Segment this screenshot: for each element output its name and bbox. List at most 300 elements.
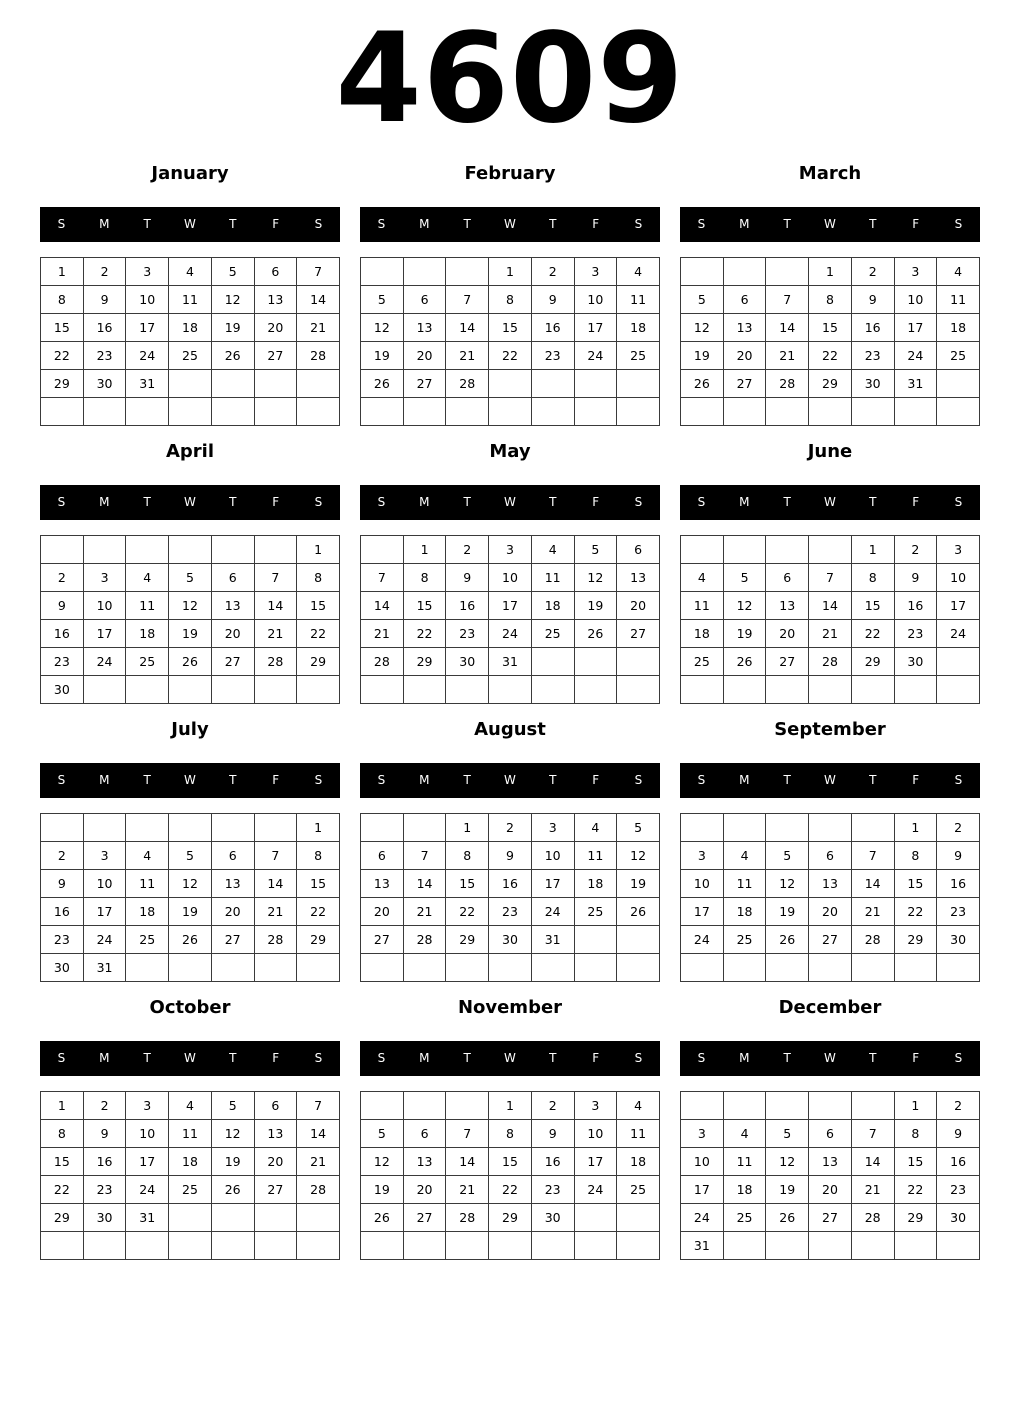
day-cell: 19 (617, 870, 660, 898)
day-cell (361, 258, 404, 286)
month-name: November (457, 997, 563, 1018)
day-cell: 30 (531, 1204, 574, 1232)
day-cell: 4 (723, 842, 766, 870)
day-cell (361, 676, 404, 704)
weekday-header (40, 1041, 340, 1076)
week-row (361, 1176, 660, 1204)
day-cell: 30 (83, 370, 126, 398)
day-cell: 29 (41, 1204, 84, 1232)
day-grid (360, 535, 660, 704)
day-cell (211, 1232, 254, 1260)
day-cell: 19 (766, 898, 809, 926)
day-cell: 2 (83, 1092, 126, 1120)
day-cell (126, 1232, 169, 1260)
day-cell: 23 (446, 620, 489, 648)
week-row (361, 676, 660, 704)
week-row (681, 648, 980, 676)
day-cell: 17 (83, 898, 126, 926)
day-cell (617, 648, 660, 676)
day-cell: 26 (766, 1204, 809, 1232)
day-cell: 10 (489, 564, 532, 592)
weekday-label: T (783, 1051, 791, 1065)
day-cell: 12 (766, 1148, 809, 1176)
day-cell: 27 (254, 1176, 297, 1204)
day-cell: 25 (169, 1176, 212, 1204)
month-name: September (774, 719, 886, 740)
day-cell (169, 954, 212, 982)
day-cell: 16 (489, 870, 532, 898)
day-cell: 24 (531, 898, 574, 926)
day-cell: 22 (894, 898, 937, 926)
weekday-label: M (739, 217, 750, 231)
day-cell: 28 (297, 1176, 340, 1204)
day-cell: 14 (446, 1148, 489, 1176)
day-cell: 25 (169, 342, 212, 370)
day-cell: 31 (126, 370, 169, 398)
day-cell: 4 (126, 842, 169, 870)
day-cell: 29 (894, 926, 937, 954)
day-cell: 5 (361, 1120, 404, 1148)
day-cell: 16 (41, 620, 84, 648)
day-cell: 24 (681, 926, 724, 954)
week-row (361, 814, 660, 842)
weekday-label: S (634, 773, 643, 787)
day-cell: 2 (894, 536, 937, 564)
week-row (681, 398, 980, 426)
day-cell (851, 814, 894, 842)
day-cell: 23 (531, 342, 574, 370)
day-cell: 16 (446, 592, 489, 620)
day-cell: 20 (403, 1176, 446, 1204)
day-cell: 3 (574, 1092, 617, 1120)
day-cell: 25 (617, 1176, 660, 1204)
weekday-label: W (184, 1051, 196, 1065)
day-cell (937, 398, 980, 426)
day-cell: 31 (126, 1204, 169, 1232)
day-cell: 6 (254, 1092, 297, 1120)
day-cell: 20 (809, 1176, 852, 1204)
day-cell: 22 (446, 898, 489, 926)
day-cell (681, 954, 724, 982)
weekday-label: S (377, 217, 386, 231)
day-cell: 8 (41, 1120, 84, 1148)
day-cell: 1 (297, 536, 340, 564)
weekday-header (680, 485, 980, 520)
day-cell: 22 (809, 342, 852, 370)
day-cell: 9 (531, 1120, 574, 1148)
day-cell: 18 (531, 592, 574, 620)
day-cell: 15 (894, 870, 937, 898)
day-cell (531, 1232, 574, 1260)
day-cell (169, 676, 212, 704)
day-cell: 2 (83, 258, 126, 286)
day-cell: 11 (723, 870, 766, 898)
weekday-header (40, 485, 340, 520)
day-cell (809, 536, 852, 564)
day-cell (169, 1232, 212, 1260)
day-cell (617, 370, 660, 398)
day-cell: 17 (574, 314, 617, 342)
week-row (41, 370, 340, 398)
day-cell: 22 (489, 342, 532, 370)
day-cell: 6 (361, 842, 404, 870)
day-cell: 18 (723, 1176, 766, 1204)
day-cell: 29 (809, 370, 852, 398)
day-cell: 22 (297, 620, 340, 648)
day-cell: 4 (574, 814, 617, 842)
day-cell (617, 1204, 660, 1232)
day-cell: 28 (254, 926, 297, 954)
week-row (361, 536, 660, 564)
day-cell: 14 (297, 286, 340, 314)
day-cell (574, 1232, 617, 1260)
day-cell: 31 (489, 648, 532, 676)
day-cell: 12 (169, 592, 212, 620)
day-grid (40, 813, 340, 982)
week-row (41, 342, 340, 370)
day-cell: 31 (681, 1232, 724, 1260)
day-cell: 24 (126, 342, 169, 370)
week-row (41, 842, 340, 870)
day-cell: 26 (211, 1176, 254, 1204)
day-cell: 18 (169, 314, 212, 342)
day-cell: 20 (254, 314, 297, 342)
day-cell (851, 954, 894, 982)
day-cell: 11 (723, 1148, 766, 1176)
week-row (41, 1232, 340, 1260)
day-cell: 7 (851, 842, 894, 870)
weekday-header (680, 1041, 980, 1076)
day-cell: 11 (126, 592, 169, 620)
day-cell: 5 (681, 286, 724, 314)
weekday-label: T (549, 773, 557, 787)
day-cell (403, 814, 446, 842)
day-cell: 30 (83, 1204, 126, 1232)
weekday-label: T (549, 495, 557, 509)
day-cell: 2 (531, 258, 574, 286)
day-cell: 11 (937, 286, 980, 314)
week-row (361, 314, 660, 342)
week-row (681, 370, 980, 398)
day-cell (361, 536, 404, 564)
day-cell (617, 398, 660, 426)
day-cell: 25 (937, 342, 980, 370)
day-cell: 19 (574, 592, 617, 620)
day-cell: 11 (169, 1120, 212, 1148)
day-cell: 12 (361, 1148, 404, 1176)
day-cell: 29 (297, 926, 340, 954)
day-cell: 27 (723, 370, 766, 398)
weekday-label: T (463, 773, 471, 787)
day-cell: 3 (681, 1120, 724, 1148)
day-cell (211, 954, 254, 982)
day-cell: 29 (489, 1204, 532, 1232)
weekday-label: S (57, 1051, 66, 1065)
day-cell: 5 (617, 814, 660, 842)
day-cell (894, 954, 937, 982)
day-cell: 23 (937, 1176, 980, 1204)
day-cell: 19 (361, 1176, 404, 1204)
day-cell: 10 (531, 842, 574, 870)
day-cell (254, 814, 297, 842)
day-cell: 28 (403, 926, 446, 954)
weekday-label: S (954, 1051, 963, 1065)
week-row (681, 314, 980, 342)
day-cell (361, 398, 404, 426)
week-row (361, 370, 660, 398)
day-cell: 26 (169, 648, 212, 676)
day-cell: 28 (851, 926, 894, 954)
weekday-label: T (869, 773, 877, 787)
day-cell (254, 1204, 297, 1232)
day-cell (169, 370, 212, 398)
day-cell (403, 1232, 446, 1260)
day-cell (681, 1092, 724, 1120)
day-cell: 12 (766, 870, 809, 898)
day-cell: 25 (531, 620, 574, 648)
day-cell (894, 1232, 937, 1260)
day-cell: 25 (574, 898, 617, 926)
day-cell: 25 (126, 926, 169, 954)
day-cell: 9 (446, 564, 489, 592)
weekday-label: T (869, 495, 877, 509)
day-cell: 4 (723, 1120, 766, 1148)
week-row (41, 1120, 340, 1148)
day-cell (211, 370, 254, 398)
day-cell: 6 (211, 564, 254, 592)
day-cell: 13 (403, 1148, 446, 1176)
day-cell: 26 (361, 1204, 404, 1232)
day-cell (937, 676, 980, 704)
day-cell (809, 398, 852, 426)
day-cell (531, 676, 574, 704)
weekday-label: M (99, 1051, 110, 1065)
day-cell: 8 (851, 564, 894, 592)
day-cell: 4 (937, 258, 980, 286)
day-grid (680, 535, 980, 704)
weekday-label: T (463, 495, 471, 509)
day-cell: 9 (851, 286, 894, 314)
week-row (361, 870, 660, 898)
weekday-label: M (739, 1051, 750, 1065)
day-cell: 24 (83, 648, 126, 676)
week-row (681, 1092, 980, 1120)
day-cell: 16 (41, 898, 84, 926)
day-cell: 27 (361, 926, 404, 954)
week-row (41, 954, 340, 982)
month-name: April (165, 441, 215, 462)
day-cell: 28 (809, 648, 852, 676)
day-grid (40, 1091, 340, 1260)
day-cell (809, 814, 852, 842)
day-cell: 11 (617, 286, 660, 314)
day-cell (723, 814, 766, 842)
day-cell: 1 (809, 258, 852, 286)
day-cell: 19 (723, 620, 766, 648)
day-cell (766, 676, 809, 704)
day-grid (360, 1091, 660, 1260)
day-cell: 10 (126, 1120, 169, 1148)
day-cell (41, 1232, 84, 1260)
day-cell: 21 (254, 898, 297, 926)
day-cell: 18 (937, 314, 980, 342)
month-name: March (798, 163, 862, 184)
day-cell (681, 398, 724, 426)
day-cell (169, 398, 212, 426)
week-row (41, 1204, 340, 1232)
week-row (681, 536, 980, 564)
day-cell: 17 (681, 898, 724, 926)
day-cell (297, 398, 340, 426)
day-cell: 8 (297, 564, 340, 592)
day-cell: 2 (531, 1092, 574, 1120)
day-cell (83, 1232, 126, 1260)
weekday-label: F (592, 217, 600, 231)
week-row (41, 1092, 340, 1120)
day-cell: 23 (894, 620, 937, 648)
day-cell (126, 398, 169, 426)
day-cell (489, 676, 532, 704)
day-cell: 13 (211, 592, 254, 620)
day-cell: 21 (851, 898, 894, 926)
day-cell: 13 (254, 286, 297, 314)
day-cell (297, 370, 340, 398)
day-cell (403, 398, 446, 426)
month-name: October (149, 997, 231, 1018)
month-name: February (464, 163, 556, 184)
day-cell: 26 (574, 620, 617, 648)
weekday-label: T (143, 773, 151, 787)
day-cell (254, 536, 297, 564)
day-cell (531, 370, 574, 398)
day-cell: 25 (617, 342, 660, 370)
day-cell: 8 (894, 842, 937, 870)
day-cell: 16 (83, 314, 126, 342)
day-cell: 28 (766, 370, 809, 398)
day-grid (680, 1091, 980, 1260)
week-row (361, 398, 660, 426)
weekday-label: S (634, 1051, 643, 1065)
day-cell: 31 (894, 370, 937, 398)
day-cell: 7 (446, 286, 489, 314)
weekday-header (360, 485, 660, 520)
weekday-label: F (272, 773, 280, 787)
day-cell (851, 1092, 894, 1120)
week-row (361, 1148, 660, 1176)
day-cell (211, 814, 254, 842)
day-cell (574, 926, 617, 954)
day-cell (574, 1204, 617, 1232)
day-cell: 17 (574, 1148, 617, 1176)
day-cell: 15 (446, 870, 489, 898)
weekday-label: W (504, 773, 516, 787)
day-cell: 15 (809, 314, 852, 342)
day-cell: 16 (894, 592, 937, 620)
day-cell: 18 (169, 1148, 212, 1176)
weekday-header (680, 763, 980, 798)
day-cell: 29 (446, 926, 489, 954)
day-cell (894, 398, 937, 426)
week-row (361, 1092, 660, 1120)
day-cell: 7 (254, 564, 297, 592)
day-cell: 14 (851, 870, 894, 898)
day-cell: 9 (41, 592, 84, 620)
day-cell (937, 1232, 980, 1260)
day-cell: 3 (574, 258, 617, 286)
day-cell (126, 814, 169, 842)
day-cell: 9 (894, 564, 937, 592)
year-title: 4609 (335, 7, 685, 151)
day-cell: 21 (403, 898, 446, 926)
day-cell: 31 (83, 954, 126, 982)
day-cell: 11 (169, 286, 212, 314)
day-cell (169, 814, 212, 842)
weekday-label: S (634, 495, 643, 509)
day-cell (617, 954, 660, 982)
day-cell (297, 1204, 340, 1232)
day-cell: 1 (403, 536, 446, 564)
weekday-label: T (143, 217, 151, 231)
day-cell: 6 (254, 258, 297, 286)
day-cell (766, 398, 809, 426)
weekday-label: T (549, 217, 557, 231)
month-name: January (151, 163, 229, 184)
day-cell (403, 1092, 446, 1120)
day-cell (723, 1092, 766, 1120)
weekday-label: T (463, 1051, 471, 1065)
weekday-label: S (57, 495, 66, 509)
day-cell: 8 (41, 286, 84, 314)
day-cell: 24 (574, 1176, 617, 1204)
day-cell: 23 (83, 342, 126, 370)
day-cell: 6 (211, 842, 254, 870)
weekday-label: S (314, 773, 323, 787)
day-cell: 28 (361, 648, 404, 676)
weekday-label: S (954, 773, 963, 787)
day-cell: 21 (851, 1176, 894, 1204)
day-cell: 1 (297, 814, 340, 842)
weekday-label: F (592, 495, 600, 509)
weekday-label: T (549, 1051, 557, 1065)
day-cell: 10 (83, 870, 126, 898)
day-cell: 19 (681, 342, 724, 370)
week-row (681, 592, 980, 620)
day-cell: 14 (851, 1148, 894, 1176)
day-cell: 19 (361, 342, 404, 370)
day-cell: 13 (361, 870, 404, 898)
weekday-label: W (824, 495, 836, 509)
weekday-label: T (229, 1051, 237, 1065)
day-cell: 16 (83, 1148, 126, 1176)
day-cell: 6 (617, 536, 660, 564)
day-cell (297, 676, 340, 704)
weekday-label: W (504, 217, 516, 231)
day-cell: 3 (126, 258, 169, 286)
week-row (361, 342, 660, 370)
day-cell: 14 (297, 1120, 340, 1148)
weekday-label: F (272, 495, 280, 509)
weekday-label: M (99, 217, 110, 231)
day-cell: 18 (723, 898, 766, 926)
day-cell: 7 (297, 1092, 340, 1120)
day-cell: 9 (83, 286, 126, 314)
day-cell: 18 (681, 620, 724, 648)
week-row (681, 676, 980, 704)
day-cell: 5 (211, 1092, 254, 1120)
day-cell (169, 1204, 212, 1232)
week-row (681, 1232, 980, 1260)
week-row (41, 286, 340, 314)
